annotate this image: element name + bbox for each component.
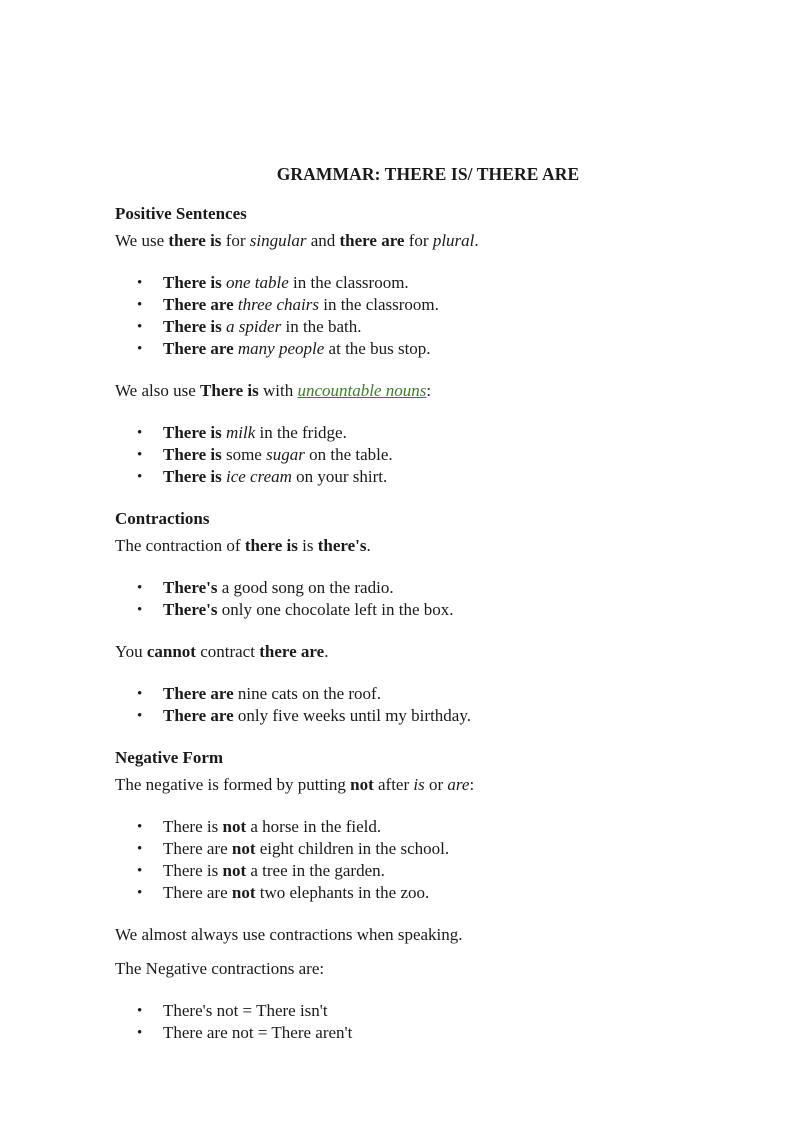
list-item [115,882,755,904]
document-title: GRAMMAR: THERE IS/ THERE ARE [276,164,580,184]
bold-text: cannot [146,642,196,661]
italic-text: three chairs [237,295,319,314]
paragraph-positive-intro [115,227,755,255]
text-run: There are not = There aren't [163,1023,353,1042]
list-item [115,272,755,294]
text-run: and [306,231,340,250]
text-run: eight children in the school. [255,839,450,858]
section-heading-positive: Positive Sentences [115,204,247,223]
text-run: : [469,775,475,794]
text-run: contract [195,642,260,661]
text-run: There is [163,817,223,836]
text-run: : [426,381,432,400]
text-run: on your shirt. [291,467,388,486]
list-item [115,683,755,705]
bold-text: not [231,883,256,902]
bold-text: There's [163,578,218,597]
bold-text: not [231,839,256,858]
text-run: for [404,231,433,250]
italic-text: are [447,775,470,794]
italic-text: sugar [266,445,305,464]
bullet-list-uncountable [115,422,755,488]
bold-text: there are [259,642,325,661]
bold-text: there is [244,536,298,555]
text-run: We use [115,231,169,250]
list-item [115,316,755,338]
paragraph-contractions-intro [115,532,755,560]
text-run: We almost always use contractions when speaking. [115,925,463,944]
paragraph-speaking-note [115,921,755,949]
text-run: The negative is formed by putting [115,775,351,794]
text-run: at the bus stop. [324,339,431,358]
bold-text: There is [200,381,259,400]
text-run: The Negative contractions are: [115,959,325,978]
text-run: after [373,775,414,794]
text-run: only one chocolate left in the box. [217,600,454,619]
list-item [115,705,755,727]
italic-text: ice cream [225,467,292,486]
bold-text: there's [317,536,367,555]
text-run: in the fridge. [255,423,347,442]
bold-text: There are [163,684,234,703]
bold-text: There's [163,600,218,619]
italic-text: a spider [225,317,282,336]
bold-text: There are [163,339,234,358]
paragraph-cannot-contract [115,638,755,666]
bold-text: There is [163,317,222,336]
list-item [115,599,755,621]
text-run: for [221,231,250,250]
paragraph-negative-intro [115,771,755,799]
italic-text: milk [225,423,256,442]
bullet-list-negative-contractions [115,1000,755,1044]
paragraph-uncountable-intro [115,377,755,405]
list-item [115,816,755,838]
bullet-list-cannot-contract [115,683,755,727]
bold-text: There is [163,273,222,292]
bullet-list-positive [115,272,755,360]
section-heading-negative: Negative Form [115,748,224,767]
text-run: in the bath. [281,317,362,336]
italic-text: plural [432,231,475,250]
text-run: The contraction of [115,536,245,555]
bold-text: There are [163,706,234,725]
bold-text: There is [163,445,222,464]
text-run: a tree in the garden. [246,861,385,880]
italic-text: many people [237,339,325,358]
list-item [115,444,755,466]
text-run: only five weeks until my birthday. [233,706,471,725]
text-run: There's not = There isn't [163,1001,328,1020]
text-run: . [474,231,479,250]
text-run: with [258,381,298,400]
italic-text: is [413,775,425,794]
list-item [115,1000,755,1022]
bold-text: not [222,861,247,880]
text-run: a good song on the radio. [217,578,394,597]
list-item [115,294,755,316]
list-item [115,1022,755,1044]
bold-text: There are [163,295,234,314]
text-run: two elephants in the zoo. [255,883,430,902]
text-run: . [324,642,329,661]
italic-text: one table [225,273,289,292]
text-run: There are [163,839,232,858]
bold-text: There is [163,467,222,486]
list-item [115,838,755,860]
text-run: or [424,775,448,794]
text-run: in the classroom. [318,295,439,314]
list-item [115,422,755,444]
document-body [115,200,755,1061]
text-run: in the classroom. [288,273,409,292]
bold-text: there is [168,231,222,250]
text-run: a horse in the field. [246,817,382,836]
bold-text: not [222,817,247,836]
bold-text: not [350,775,374,794]
text-run: . [366,536,371,555]
list-item [115,860,755,882]
text-run: nine cats on the roof. [233,684,381,703]
bold-text: there are [339,231,405,250]
text-run: We also use [115,381,201,400]
text-run: some [221,445,267,464]
section-heading-contractions: Contractions [115,509,210,528]
paragraph-negative-contractions-intro [115,955,755,983]
text-run: There are [163,883,232,902]
bullet-list-negative [115,816,755,904]
bold-text: There is [163,423,222,442]
text-run: There is [163,861,223,880]
text-run: on the table. [304,445,393,464]
list-item [115,466,755,488]
list-item [115,577,755,599]
uncountable-nouns-link[interactable]: uncountable nouns [297,381,427,400]
list-item [115,338,755,360]
italic-text: singular [249,231,307,250]
text-run: You [115,642,147,661]
bullet-list-contractions [115,577,755,621]
text-run: is [297,536,318,555]
